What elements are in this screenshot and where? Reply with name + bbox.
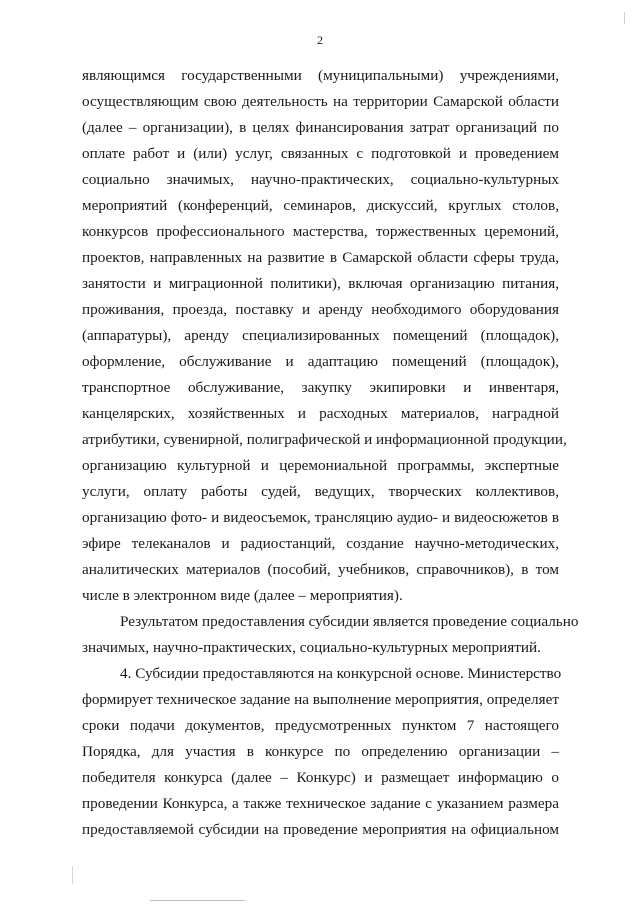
text-line: канцелярских, хозяйственных и расходных материалов, наградной	[82, 405, 559, 422]
text-line: атрибутики, сувенирной, полиграфической и информационной продукции,	[82, 431, 567, 448]
page-number: 2	[317, 33, 323, 47]
text-line: (аппаратуры), аренду специализированных помещений (площадок),	[82, 327, 559, 344]
text-line: сроки подачи документов, предусмотренных пунктом 7 настоящего	[82, 717, 559, 734]
text-line: социально значимых, научно-практических, социально-культурных	[82, 171, 559, 188]
text-line: оформление, обслуживание и адаптацию помещений (площадок),	[82, 353, 559, 370]
text-line: организацию фото- и видеосъемок, трансляцию аудио- и видеосюжетов в	[82, 509, 559, 526]
text-line: аналитических материалов (пособий, учебников, справочников), в том	[82, 561, 559, 578]
text-line: предоставляемой субсидии на проведение мероприятия на официальном	[82, 821, 559, 838]
text-line: значимых, научно-практических, социально-культурных мероприятий.	[82, 639, 541, 656]
text-line: проживания, проезда, поставку и аренду необходимого оборудования	[82, 301, 559, 318]
text-line: проектов, направленных на развитие в Самарской области сферы труда,	[82, 249, 559, 266]
text-line: Результатом предоставления субсидии является проведение социально	[120, 613, 579, 630]
text-line: формирует техническое задание на выполнение мероприятия, определяет	[82, 691, 559, 708]
text-line: 4. Субсидии предоставляются на конкурсной основе. Министерство	[120, 665, 562, 682]
scan-artifact-line	[150, 900, 245, 901]
text-line: победителя конкурса (далее – Конкурс) и размещает информацию о	[82, 769, 559, 786]
text-line: транспортное обслуживание, закупку экипировки и инвентаря,	[82, 379, 559, 396]
text-line: мероприятий (конференций, семинаров, дискуссий, круглых столов,	[82, 197, 559, 214]
text-line: организацию культурной и церемониальной программы, экспертные	[82, 457, 559, 474]
text-line: эфире телеканалов и радиостанций, создание научно-методических,	[82, 535, 559, 552]
text-line: оплате работ и (или) услуг, связанных с подготовкой и проведением	[82, 145, 559, 162]
text-line: услуги, оплату работы судей, ведущих, творческих коллективов,	[82, 483, 559, 500]
text-line: занятости и миграционной политики), включая организацию питания,	[82, 275, 559, 292]
text-line: осуществляющим свою деятельность на территории Самарской области	[82, 93, 559, 110]
text-line: проведении Конкурса, а также техническое задание с указанием размера	[82, 795, 559, 812]
scan-artifact-line	[624, 12, 625, 24]
text-line: являющимся государственными (муниципальными) учреждениями,	[82, 67, 559, 84]
text-line: (далее – организации), в целях финансирования затрат организаций по	[82, 119, 559, 136]
text-line: Порядка, для участия в конкурсе по определению организации –	[82, 743, 559, 760]
scan-artifact-line	[72, 866, 73, 884]
text-line: числе в электронном виде (далее – мероприятия).	[82, 587, 403, 604]
text-line: конкурсов профессионального мастерства, торжественных церемоний,	[82, 223, 559, 240]
